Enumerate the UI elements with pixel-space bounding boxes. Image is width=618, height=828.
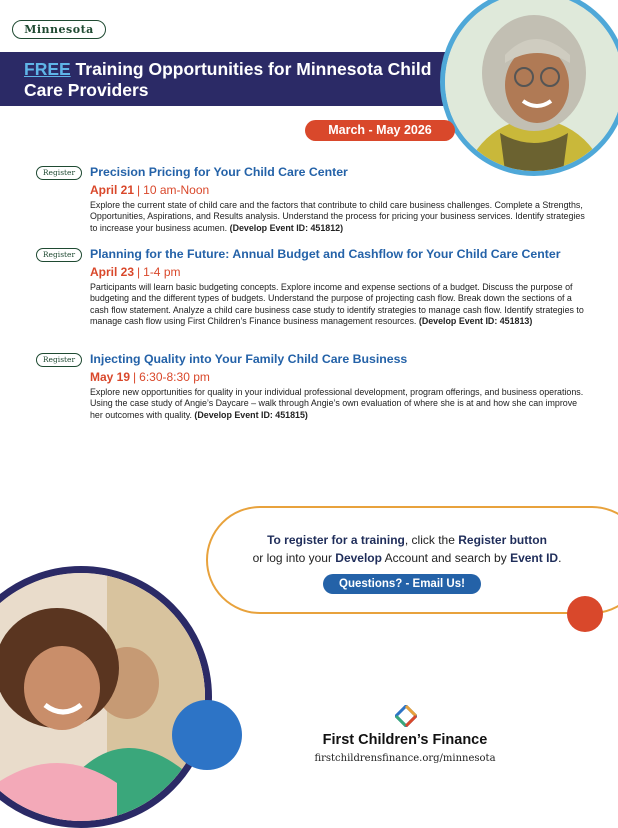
cta-bold-3: Develop — [335, 551, 382, 565]
cta-instructions — [214, 531, 600, 567]
event-description-text: Explore new opportunities for quality in your individual professional development, program offerings, and business operations. Using the case study of Angie’s Daycare – walk through Angie’s own evaluation of where she is at and how she can improve her outcomes with quality. — [90, 387, 584, 420]
org-name: First Children’s Finance — [322, 732, 488, 748]
kids-photo — [0, 566, 212, 828]
cta-bold-4: Event ID — [510, 551, 559, 565]
event-date: April 21 — [90, 183, 135, 197]
date-range-badge: March - May 2026 — [305, 120, 455, 141]
cta-text-3: Account and search by — [381, 551, 511, 565]
children-illustration — [0, 573, 205, 821]
first-childrens-finance-logo-icon — [395, 705, 417, 727]
event-datetime: April 23 | 1-4 pm — [90, 265, 181, 279]
event-time: 1-4 pm — [143, 265, 181, 279]
event-id: (Develop Event ID: 451813) — [418, 316, 533, 327]
event-title: Precision Pricing for Your Child Care Center — [90, 165, 348, 179]
event-description — [90, 282, 588, 328]
event-description-text: Participants will learn basic budgeting concepts. Explore income and expense sections of a budget. Discuss the purpose of budgeting and the different types of budgets. Understand the purpose of projecting cash flow. Break down the sections of a cash flow statement. Analyze a child care business case study to identify strategies to manage cash flow. Identify strategies to manage cash flow using First Children’s Finance business management resources. — [90, 282, 584, 327]
cta-bold-1: To register for a training — [267, 533, 405, 547]
event-time: 6:30-8:30 pm — [139, 370, 210, 384]
org-url-link[interactable]: firstchildrensfinance.org/minnesota — [314, 753, 496, 764]
cta-bold-2: Register button — [458, 533, 547, 547]
woman-illustration — [445, 0, 618, 171]
register-button[interactable]: Register — [36, 166, 82, 180]
page-title — [24, 59, 444, 101]
free-highlight: FREE — [24, 59, 71, 79]
event-title: Planning for the Future: Annual Budget and Cashflow for Your Child Care Center — [90, 247, 561, 261]
hero-photo-woman — [440, 0, 618, 176]
register-button[interactable]: Register — [36, 353, 82, 367]
questions-email-button[interactable]: Questions? - Email Us! — [323, 574, 481, 594]
event-description — [90, 387, 588, 421]
title-text: Training Opportunities for Minnesota Child Care Providers — [24, 59, 432, 100]
event-datetime: May 19 | 6:30-8:30 pm — [90, 370, 210, 384]
state-label: Minnesota — [12, 20, 106, 39]
cta-text-2: or log into your — [252, 551, 336, 565]
register-button[interactable]: Register — [36, 248, 82, 262]
event-id: (Develop Event ID: 451815) — [194, 409, 308, 420]
cta-text-1: , click the — [404, 533, 459, 547]
decorative-red-circle — [567, 596, 603, 632]
event-time: 10 am-Noon — [143, 183, 210, 197]
event-id: (Develop Event ID: 451812) — [229, 222, 344, 233]
event-description — [90, 200, 588, 234]
event-datetime: April 21 | 10 am-Noon — [90, 183, 210, 197]
event-date: April 23 — [90, 265, 135, 279]
event-description-text: Explore the current state of child care and the factors that contribute to child care business challenges. Complete a Strengths, Opportunities, Aspirations, and Results analysis. Understand the process for pricing your business services. Identify strategies to increase your business acumen. — [90, 200, 585, 233]
cta-text-4: . — [558, 551, 562, 565]
decorative-blue-circle — [172, 700, 242, 770]
event-date: May 19 — [90, 370, 131, 384]
event-title: Injecting Quality into Your Family Child Care Business — [90, 352, 408, 366]
